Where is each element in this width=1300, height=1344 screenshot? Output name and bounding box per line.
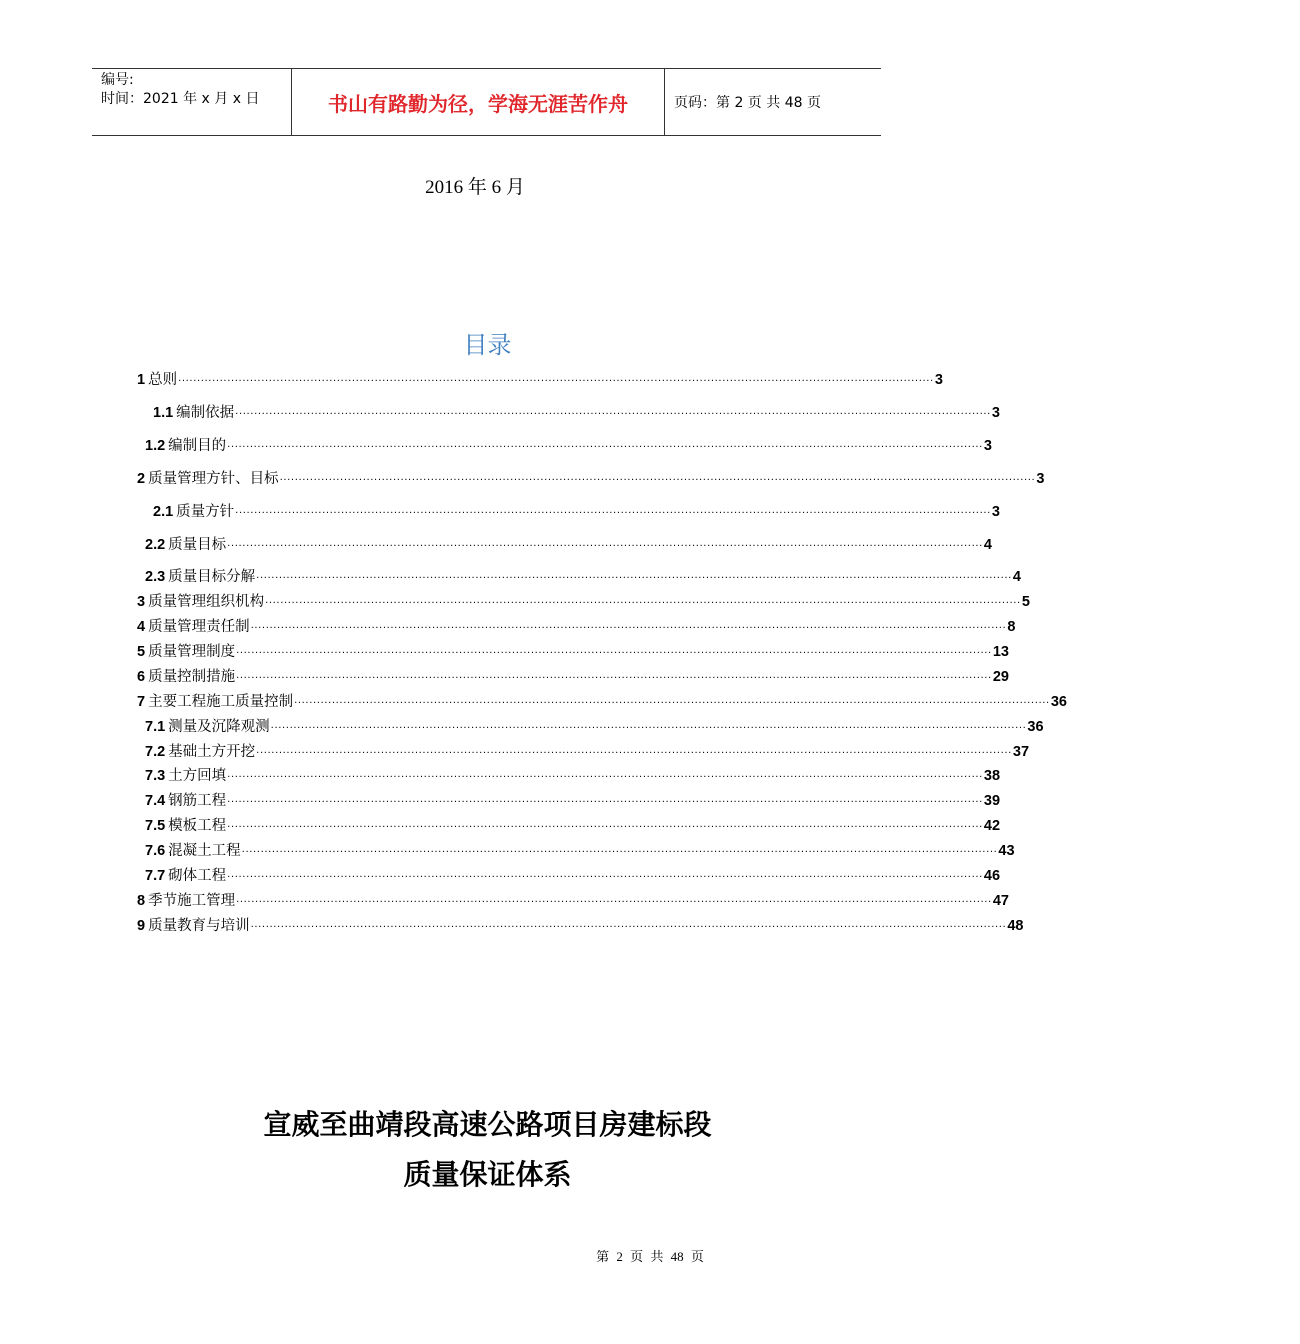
toc-entry-text: 质量方针 xyxy=(176,504,235,520)
toc-entry-number: 7.7 xyxy=(145,868,166,884)
toc-entry-page: 13 xyxy=(992,644,1009,660)
toc-entry-page: 5 xyxy=(1021,594,1030,610)
toc-entry[interactable] xyxy=(145,717,1044,738)
toc-entry-page: 38 xyxy=(983,768,1001,784)
toc-leader-dots: ········································································································································································································ xyxy=(256,573,1012,584)
toc-entry-page: 4 xyxy=(1012,569,1021,585)
toc-entry[interactable] xyxy=(145,535,992,556)
toc-entry-text: 钢筋工程 xyxy=(168,793,227,809)
toc-entry-number: 7.3 xyxy=(145,768,166,784)
toc-leader-dots: ········································································································································································································ xyxy=(178,376,934,387)
toc-entry-number: 7.2 xyxy=(145,744,166,760)
toc-entry-page: 3 xyxy=(991,504,1000,520)
toc-entry-number: 2 xyxy=(137,471,146,487)
toc-entry-page: 4 xyxy=(983,537,992,553)
toc-entry[interactable] xyxy=(145,766,1001,787)
time-label: 时间：2021 年 x 月 x 日 xyxy=(101,91,260,107)
toc-leader-dots: ········································································································································································································ xyxy=(227,797,983,808)
toc-entry-text: 质量控制措施 xyxy=(148,669,236,685)
toc-entry-text: 质量管理组织机构 xyxy=(148,594,265,610)
code-label: 编号: xyxy=(101,72,134,88)
toc-entry-number: 1 xyxy=(137,372,146,388)
toc-entry-page: 36 xyxy=(1050,694,1067,710)
toc-leader-dots: ········································································································································································································ xyxy=(236,897,992,908)
toc-entry[interactable] xyxy=(137,592,1030,613)
header-motto: 书山有路勤为径，学海无涯苦作舟 xyxy=(292,69,665,135)
toc-entry-number: 1.2 xyxy=(145,438,166,454)
toc-leader-dots: ········································································································································································································ xyxy=(227,822,983,833)
toc-entry-page: 42 xyxy=(983,818,1001,834)
toc-entry-number: 2.3 xyxy=(145,569,166,585)
toc-entry-page: 43 xyxy=(998,843,1015,859)
toc-entry-text: 编制依据 xyxy=(176,405,235,421)
toc-entry-text: 编制目的 xyxy=(168,438,227,454)
document-title: 质量保证体系 xyxy=(403,1158,572,1191)
toc-entry-number: 7 xyxy=(137,694,146,710)
toc-entry[interactable] xyxy=(153,502,1000,523)
toc-entry-number: 1.1 xyxy=(153,405,174,421)
toc-entry-number: 7.1 xyxy=(145,719,166,735)
toc-entry-text: 测量及沉降观测 xyxy=(168,719,270,735)
toc-entry-number: 7.5 xyxy=(145,818,166,834)
toc-entry[interactable] xyxy=(137,667,1009,688)
toc-entry-text: 土方回填 xyxy=(168,768,227,784)
toc-entry-page: 48 xyxy=(1007,918,1024,934)
toc-entry-number: 5 xyxy=(137,644,146,660)
toc-entry[interactable] xyxy=(137,692,1067,713)
toc-entry[interactable] xyxy=(137,469,1045,490)
toc-entry-number: 7.4 xyxy=(145,793,166,809)
toc-leader-dots: ········································································································································································································ xyxy=(241,847,998,858)
toc-entry-text: 质量管理制度 xyxy=(148,644,236,660)
toc-entry-number: 7.6 xyxy=(145,843,166,859)
toc-entry-page: 46 xyxy=(983,868,1001,884)
toc-leader-dots: ········································································································································································································ xyxy=(227,541,983,552)
toc-leader-dots: ········································································································································································································ xyxy=(235,508,991,519)
toc-entry-text: 砌体工程 xyxy=(168,868,227,884)
toc-entry-page: 3 xyxy=(934,372,943,388)
document-date: 2016 年 6 月 xyxy=(425,177,525,198)
toc-entry-page: 3 xyxy=(1036,471,1045,487)
toc-entry-number: 2.1 xyxy=(153,504,174,520)
toc-leader-dots: ········································································································································································································ xyxy=(227,442,983,453)
project-title: 宣威至曲靖段高速公路项目房建标段 xyxy=(263,1108,712,1141)
toc-entry[interactable] xyxy=(137,642,1009,663)
header-meta xyxy=(92,69,292,135)
toc-entry-page: 29 xyxy=(992,669,1009,685)
toc-leader-dots: ········································································································································································································ xyxy=(265,598,1021,609)
toc-entry[interactable] xyxy=(145,791,1001,812)
toc-leader-dots: ········································································································································································································ xyxy=(227,872,983,883)
toc-entry[interactable] xyxy=(137,916,1024,937)
toc-entry-text: 质量管理责任制 xyxy=(148,619,250,635)
toc-entry[interactable] xyxy=(145,866,1001,887)
toc-leader-dots: ········································································································································································································ xyxy=(236,673,992,684)
toc-entry[interactable] xyxy=(153,403,1000,424)
toc-entry-text: 混凝土工程 xyxy=(168,843,241,859)
toc-leader-dots: ········································································································································································································ xyxy=(250,623,1007,634)
toc-entry[interactable] xyxy=(137,617,1016,638)
toc-entry-text: 总则 xyxy=(148,372,178,388)
toc-entry-page: 36 xyxy=(1027,719,1044,735)
toc-entry-text: 模板工程 xyxy=(168,818,227,834)
toc-entry-page: 8 xyxy=(1007,619,1016,635)
toc-leader-dots: ········································································································································································································ xyxy=(279,475,1036,486)
toc-entry-text: 季节施工管理 xyxy=(148,893,236,909)
header-page-label: 页码：第 2 页 共 48 页 xyxy=(674,95,821,111)
toc-entry[interactable] xyxy=(145,567,1021,588)
toc-entry-page: 39 xyxy=(983,793,1001,809)
toc-entry-text: 质量目标 xyxy=(168,537,227,553)
toc-entry-page: 37 xyxy=(1012,744,1030,760)
toc-entry-text: 质量管理方针、目标 xyxy=(148,471,279,487)
toc-entry-number: 9 xyxy=(137,918,146,934)
toc-entry[interactable] xyxy=(137,891,1009,912)
toc-entry-number: 8 xyxy=(137,893,146,909)
document-header xyxy=(92,68,881,136)
toc-entry[interactable] xyxy=(145,841,1015,862)
toc-entry-number: 2.2 xyxy=(145,537,166,553)
toc-entry-number: 6 xyxy=(137,669,146,685)
toc-leader-dots: ········································································································································································································ xyxy=(256,748,1012,759)
toc-entry[interactable] xyxy=(145,816,1001,837)
toc-entry[interactable] xyxy=(145,742,1030,763)
toc-leader-dots: ········································································································································································································ xyxy=(235,409,991,420)
toc-entry[interactable] xyxy=(145,436,992,457)
toc-entry-page: 3 xyxy=(983,438,992,454)
toc-entry-page: 47 xyxy=(992,893,1009,909)
toc-entry-text: 质量目标分解 xyxy=(168,569,256,585)
toc-entry-number: 3 xyxy=(137,594,146,610)
toc-leader-dots: ········································································································································································································ xyxy=(227,772,983,783)
toc-leader-dots: ········································································································································································································ xyxy=(236,648,992,659)
toc-leader-dots: ········································································································································································································ xyxy=(250,922,1007,933)
toc-entry[interactable] xyxy=(137,370,943,391)
toc-entry-text: 质量教育与培训 xyxy=(148,918,250,934)
toc-leader-dots: ········································································································································································································ xyxy=(294,698,1050,709)
toc-entry-text: 基础土方开挖 xyxy=(168,744,256,760)
page-footer: 第 2 页 共 48 页 xyxy=(596,1249,704,1264)
toc-title: 目录 xyxy=(463,331,512,359)
toc-leader-dots: ········································································································································································································ xyxy=(270,723,1027,734)
toc-entry-number: 4 xyxy=(137,619,146,635)
toc-entry-page: 3 xyxy=(991,405,1000,421)
toc-entry-text: 主要工程施工质量控制 xyxy=(148,694,294,710)
